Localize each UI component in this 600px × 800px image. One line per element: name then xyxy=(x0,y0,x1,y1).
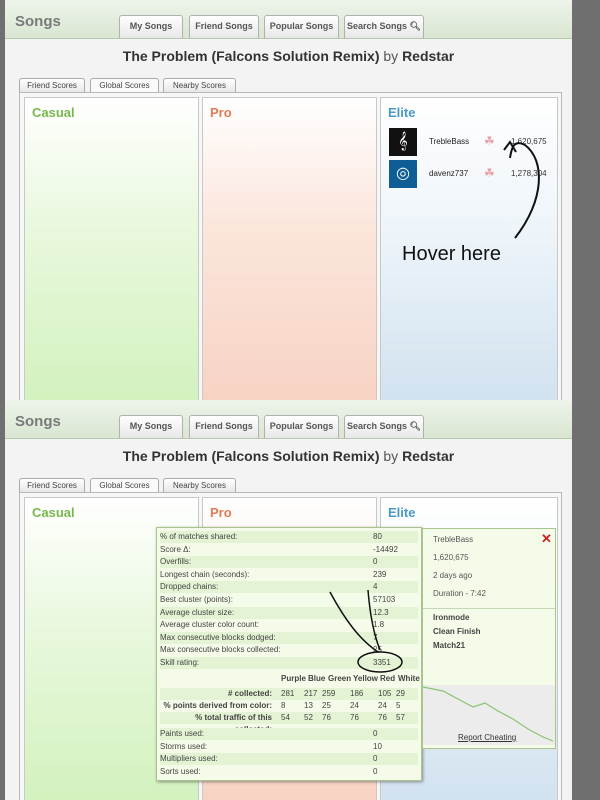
stat-label: Overfills: xyxy=(160,557,192,567)
stat-label: Dropped chains: xyxy=(160,582,219,592)
elite-title: Elite xyxy=(388,505,416,520)
songs-title: Songs xyxy=(15,13,61,30)
stat-value: -14492 xyxy=(373,544,398,554)
songs-title: Songs xyxy=(15,413,61,430)
pro-title: Pro xyxy=(210,105,232,120)
color-header: White xyxy=(398,674,420,683)
player-duration: Duration - 7:42 xyxy=(433,589,486,598)
tab-search-songs-label: Search Songs xyxy=(347,21,408,31)
pro-title: Pro xyxy=(210,505,232,520)
annotation-arrow xyxy=(330,592,378,652)
flag-icon[interactable]: ☘ xyxy=(484,166,495,180)
color-row-label: # collected: xyxy=(227,689,272,698)
stat-label: Longest chain (seconds): xyxy=(160,569,250,579)
color-cell: 186 xyxy=(350,689,364,698)
stat-label: Average cluster color count: xyxy=(160,620,260,630)
report-cheating-link[interactable]: Report Cheating xyxy=(458,733,517,742)
color-row-label: % points derived from color: xyxy=(163,701,272,710)
stat-label: Max consecutive blocks dodged: xyxy=(160,632,276,642)
close-icon[interactable]: ✕ xyxy=(541,531,552,546)
stat-value: 10 xyxy=(373,741,382,751)
stat-label: Paints used: xyxy=(160,729,205,738)
color-cell: 24 xyxy=(350,701,359,710)
mode-badge: Ironmode xyxy=(433,613,470,622)
stat-value: 25 xyxy=(373,645,382,655)
song-artist: Redstar xyxy=(402,48,455,64)
stat-label: Score Δ: xyxy=(160,544,191,554)
hover-annotation: Hover here xyxy=(402,243,501,265)
stat-label: Max consecutive blocks collected: xyxy=(160,645,281,655)
annotation-arrow xyxy=(510,143,539,238)
stat-value: 0 xyxy=(373,754,378,764)
tab-my-songs[interactable]: My Songs xyxy=(119,15,183,38)
tab-global-scores[interactable]: Global Scores xyxy=(90,78,159,93)
color-cell: 281 xyxy=(281,689,295,698)
stat-value: 239 xyxy=(373,569,387,579)
color-cell: 29 xyxy=(396,689,405,698)
tab-nearby-scores[interactable]: Nearby Scores xyxy=(163,78,236,93)
tab-popular-songs[interactable]: Popular Songs xyxy=(264,15,339,38)
color-cell: 105 xyxy=(378,689,392,698)
song-artist: Redstar xyxy=(402,448,455,464)
stat-value: 0 xyxy=(373,766,378,776)
color-cell: 24 xyxy=(378,701,387,710)
player-when: 2 days ago xyxy=(433,571,473,580)
stat-value: 57103 xyxy=(373,595,396,604)
stat-value: 7 xyxy=(373,632,378,642)
stat-label: Best cluster (points): xyxy=(160,595,233,604)
color-cell: 52 xyxy=(304,713,313,722)
player-name: TrebleBass xyxy=(433,535,474,544)
color-cell: 25 xyxy=(322,701,331,710)
tab-friend-scores[interactable]: Friend Scores xyxy=(19,478,85,493)
stat-label: Multipliers used: xyxy=(160,754,218,764)
mode-badge: Match21 xyxy=(433,641,466,650)
song-by: by xyxy=(383,448,399,464)
color-cell: 13 xyxy=(304,701,313,710)
song-by: by xyxy=(383,48,399,64)
color-cell: 5 xyxy=(396,701,401,710)
casual-title: Casual xyxy=(32,505,75,520)
tab-friend-scores[interactable]: Friend Scores xyxy=(19,78,85,93)
tab-search-songs-label: Search Songs xyxy=(347,421,408,431)
flag-icon[interactable]: ☘ xyxy=(484,134,495,148)
color-header: Green xyxy=(328,674,352,683)
search-icon: 🔍︎ xyxy=(409,421,421,431)
disc-avatar-icon: ◎ xyxy=(389,160,417,188)
stat-value: 0 xyxy=(373,557,378,567)
stat-label: Average cluster size: xyxy=(160,607,235,617)
stat-label: Storms used: xyxy=(160,741,208,751)
score-value[interactable]: 1,278,304 xyxy=(511,169,547,178)
color-header: Red xyxy=(380,674,396,683)
song-name: The Problem (Falcons Solution Remix) xyxy=(122,48,380,64)
score-player-name: TrebleBass xyxy=(429,137,470,146)
score-player-name: davenz737 xyxy=(429,169,469,178)
tab-global-scores[interactable]: Global Scores xyxy=(90,478,159,493)
stat-label: Skill rating: xyxy=(160,658,200,667)
tab-friend-songs[interactable]: Friend Songs xyxy=(189,415,259,438)
elite-title: Elite xyxy=(388,105,416,120)
color-cell: 76 xyxy=(350,713,359,722)
stat-value: 0 xyxy=(373,729,378,738)
color-cell: 8 xyxy=(281,701,286,710)
stat-value: 3351 xyxy=(373,658,391,667)
tab-popular-songs[interactable]: Popular Songs xyxy=(264,415,339,438)
color-header: Yellow xyxy=(353,674,378,683)
stat-label: Sorts used: xyxy=(160,766,201,776)
color-cell: 76 xyxy=(322,713,331,722)
score-value[interactable]: 1,620,675 xyxy=(511,137,547,146)
color-cell: 76 xyxy=(378,713,387,722)
tab-my-songs[interactable]: My Songs xyxy=(119,415,183,438)
annotation-arrow-head xyxy=(504,142,516,152)
color-header: Blue xyxy=(308,674,326,683)
stat-value: 1.8 xyxy=(373,620,385,630)
stat-value: 4 xyxy=(373,582,378,592)
color-row-label: % total traffic of this xyxy=(195,713,272,722)
color-header: Purple xyxy=(281,674,306,683)
stat-value: 12.3 xyxy=(373,607,389,617)
tab-nearby-scores[interactable]: Nearby Scores xyxy=(163,478,236,493)
color-cell: 217 xyxy=(304,689,318,698)
color-cell: 57 xyxy=(396,713,405,722)
stat-value: 80 xyxy=(373,532,382,541)
annotation-circle xyxy=(358,652,402,672)
mode-badge: Clean Finish xyxy=(433,627,481,636)
color-cell: 259 xyxy=(322,689,336,698)
player-score: 1,620,675 xyxy=(433,553,469,562)
casual-title: Casual xyxy=(32,105,75,120)
tab-friend-songs[interactable]: Friend Songs xyxy=(189,15,259,38)
color-cell: 54 xyxy=(281,713,290,722)
search-icon: 🔍︎ xyxy=(409,21,421,31)
treble-clef-avatar-icon: 𝄞 xyxy=(389,128,417,156)
song-name: The Problem (Falcons Solution Remix) xyxy=(122,448,380,464)
stat-label: % of matches shared: xyxy=(160,532,238,541)
annotation-arrow xyxy=(368,590,380,650)
